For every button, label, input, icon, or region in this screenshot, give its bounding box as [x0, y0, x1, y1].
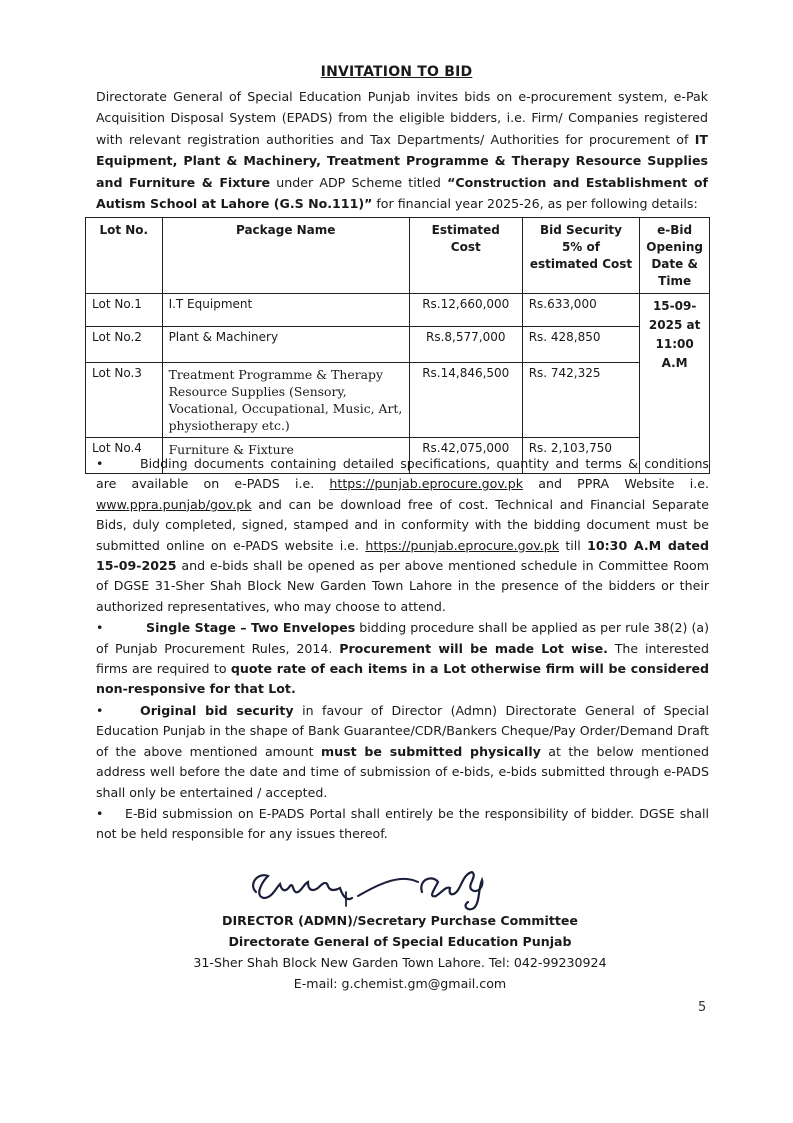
bullet-item-procedure [96, 618, 709, 700]
bullet-text: in favour of Director (Admn) Directorate General of Special Education Punjab in the shape of Bank Guarantee/CDR/Bankers Cheque/Pay Order/Demand Draft of the above mentioned amount [96, 702, 710, 759]
cell-lot: Lot No.4 [86, 438, 163, 474]
intro-scheme-bold: “Construction and Establishment of Autism School at Lahore (G.S No.111)” [96, 174, 708, 212]
physical-bold: must be submitted physically [320, 743, 541, 759]
procedure-bold: Single Stage – Two Envelopes [146, 620, 356, 636]
bullet-text: till [559, 537, 588, 553]
bid-table [85, 217, 710, 474]
bullet-item-responsibility [96, 804, 709, 845]
cell-opening-date: 15-09-2025 at 11:00 A.M [640, 294, 710, 474]
handwritten-signature [242, 862, 502, 914]
cell-package: I.T Equipment [162, 294, 409, 327]
bullet-list [96, 454, 709, 846]
cell-lot: Lot No.2 [86, 327, 163, 363]
bullet-item-security [96, 701, 709, 803]
bullet-text: E-Bid submission on E-PADS Portal shall entirely be the responsibility of bidder. DGSE shall not be held responsible for any issues thereof. [96, 805, 709, 842]
intro-text-3: for financial year 2025-26, as per following details: [372, 196, 698, 212]
cell-lot: Lot No.3 [86, 363, 163, 438]
epads-link[interactable]: https://punjab.eprocure.gov.pk [329, 476, 524, 492]
header-lot: Lot No. [86, 218, 163, 294]
lotwise-bold: Procurement will be made Lot wise. [339, 640, 608, 656]
bullet-text: and e-bids shall be opened as per above mentioned schedule in Committee Room of DGSE 31-Sher Shah Block New Garden Town Lahore in the presence of the bidders or their authorized representatives, who may choose to attend. [96, 558, 709, 614]
cell-cost: Rs.8,577,000 [409, 327, 522, 363]
bullet-text: and PPRA Website i.e. [523, 476, 709, 492]
deadline-bold: 10:30 A.M dated 15-09-2025 [96, 537, 709, 574]
ppra-link[interactable]: www.ppra.punjab/gov.pk [96, 496, 252, 512]
bullet-icon: • [96, 620, 104, 636]
table-row [86, 327, 710, 363]
bullet-item-documents [96, 454, 709, 617]
table-row [86, 363, 710, 438]
signatory-office: Directorate General of Special Education Punjab [228, 934, 572, 949]
table-row [86, 294, 710, 327]
cell-package: Plant & Machinery [162, 327, 409, 363]
signatory-address: 31-Sher Shah Block New Garden Town Lahore. Tel: 042-99230924 [193, 955, 607, 970]
cell-security: Rs. 2,103,750 [522, 438, 640, 474]
intro-items-bold: IT Equipment, Plant & Machinery, Treatment Programme & Therapy Resource Supplies and Furniture & Fixture [96, 131, 708, 190]
bullet-icon: • [96, 456, 104, 471]
bullet-text: The interested firms are required to [96, 640, 710, 677]
bullet-text: bidding procedure shall be applied as per rule 38(2) (a) of Punjab Procurement Rules, 2014. [96, 620, 709, 656]
bullet-text: and can be download free of cost. Technical and Financial Separate Bids, duly completed, signed, stamped and in conformity with the bidding document must be submitted online on e-PADS website i.e. [96, 496, 709, 553]
cell-lot: Lot No.1 [86, 294, 163, 327]
signatory-email: E-mail: g.chemist.gm@gmail.com [293, 976, 507, 991]
table-header-row [86, 218, 710, 294]
intro-text-1: Directorate General of Special Education Punjab invites bids on e-procurement system, e-Pak Acquisition Disposal System (EPADS) from the eligible bidders, i.e. Firm/ Companies registered with relevant registration authorities and Tax Departments/ Authorities for procurement of [96, 89, 708, 147]
bullet-icon: • [96, 702, 104, 718]
page-number: 5 [698, 1000, 707, 1015]
cell-security: Rs. 428,850 [522, 327, 640, 363]
bid-security-bold: Original bid security [140, 702, 294, 718]
header-cost: Estimated Cost [409, 218, 522, 294]
cell-cost: Rs.14,846,500 [409, 363, 522, 438]
bullet-text: at the below mentioned address well before the date and time of submission of e-bids, e-bids submitted through e-PADS shall only be entertained / accepted. [96, 743, 709, 800]
cell-package: Furniture & Fixture [162, 438, 409, 474]
quote-bold: quote rate of each items in a Lot otherwise firm will be considered non-responsive for that Lot. [96, 661, 710, 697]
signatory-designation: DIRECTOR (ADMN)/Secretary Purchase Committee [222, 913, 578, 928]
page-title: INVITATION TO BID [320, 64, 473, 80]
header-package: Package Name [162, 218, 409, 294]
header-opening: e-Bid Opening Date & Time [640, 218, 710, 294]
cell-cost: Rs.42,075,000 [409, 438, 522, 474]
cell-security: Rs.633,000 [522, 294, 640, 327]
intro-text-2: under ADP Scheme titled [270, 174, 448, 190]
intro-paragraph [96, 86, 708, 214]
cell-cost: Rs.12,660,000 [409, 294, 522, 327]
cell-package: Treatment Programme & Therapy Resource Supplies (Sensory, Vocational, Occupational, Music, Art, physiotherapy etc.) [162, 363, 409, 438]
signature-block [140, 910, 660, 994]
header-security: Bid Security 5% of estimated Cost [522, 218, 640, 294]
bullet-text: Bidding documents containing detailed specifications, quantity and terms & conditions are available on e-PADS i.e. [96, 456, 709, 492]
epads-link-2[interactable]: https://punjab.eprocure.gov.pk [365, 537, 560, 553]
cell-security: Rs. 742,325 [522, 363, 640, 438]
bullet-icon: • [96, 805, 104, 821]
